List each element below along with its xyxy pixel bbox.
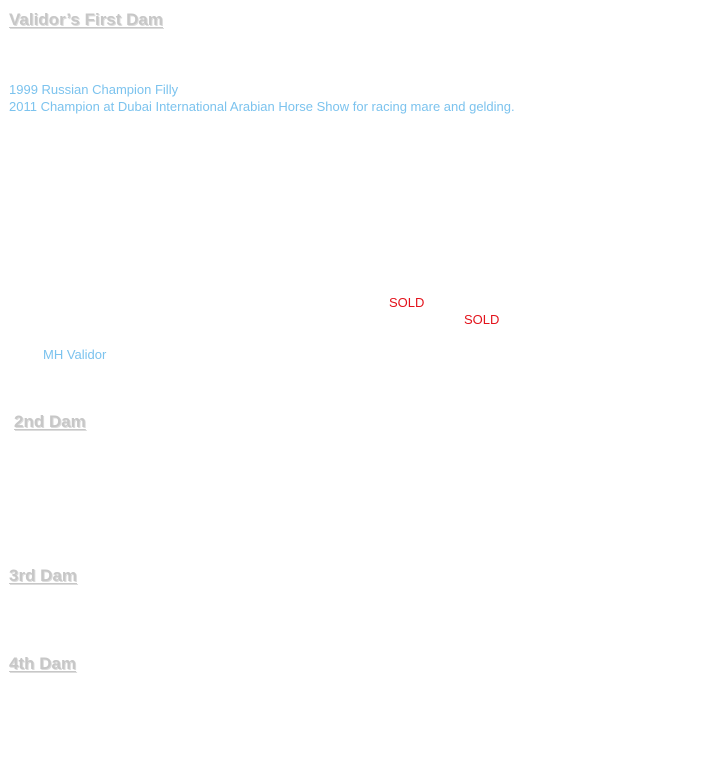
achievement-item: 1999 Russian Champion Filly xyxy=(9,82,179,97)
third-dam-heading: 3rd Dam xyxy=(9,566,78,585)
fourth-dam-heading: 4th Dam xyxy=(9,654,77,673)
offspring-link-mh-validor[interactable]: MH Validor xyxy=(43,347,107,362)
first-dam-heading: Validor’s First Dam xyxy=(9,10,163,29)
achievement-item: 2011 Champion at Dubai International Arabian Horse Show for racing mare and gelding. xyxy=(9,99,515,114)
second-dam-heading: 2nd Dam xyxy=(14,412,86,431)
sold-label: SOLD xyxy=(464,312,500,327)
sold-label: SOLD xyxy=(389,295,425,310)
